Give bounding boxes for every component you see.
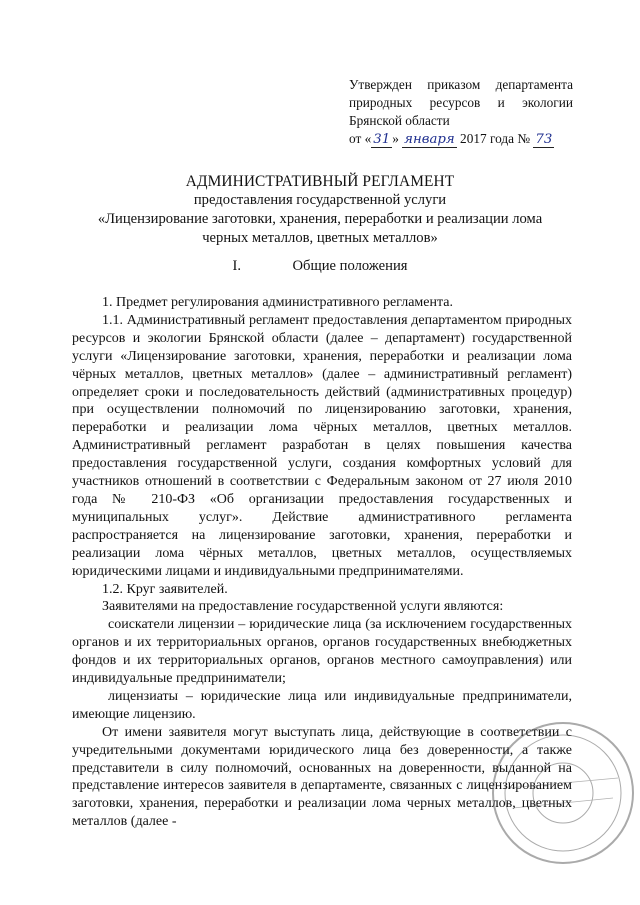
order-number-handwritten: 73 <box>535 132 553 147</box>
approval-word: экологии <box>522 95 573 110</box>
date-prefix: от « <box>349 131 372 146</box>
paragraph: лицензиаты – юридические лица или индивидуальные предприниматели, имеющие лицензию. <box>72 688 572 722</box>
approval-line-1 <box>349 76 573 94</box>
date-year: 2017 года № <box>456 131 534 146</box>
paragraph: 1.2. Круг заявителей. <box>102 581 228 597</box>
paragraph: От имени заявителя могут выступать лица, действующие в соответствии с учредительными документами юридического лица без доверенности, а также представители в силу полномочий, основанных на доверенности, выданной на представление интересов заявителя в департаменте, связанных с лицензированием заготовки, хранения, переработки и реализации лома черных металлов, цветных металлов (далее - <box>72 724 572 830</box>
approval-word: Утвержден <box>349 77 412 92</box>
paragraph: Заявителями на предоставление государственной услуги являются: <box>102 599 504 615</box>
section-title: Общие положения <box>292 258 408 274</box>
section-heading <box>0 258 640 275</box>
approval-word: природных <box>349 95 413 110</box>
title-line-2: предоставления государственной услуги <box>193 192 447 208</box>
approval-block <box>349 76 573 149</box>
title-line-4: черных металлов, цветных металлов» <box>202 230 438 246</box>
approval-word: приказом <box>427 77 481 92</box>
approval-word: и <box>497 95 505 110</box>
section-number: I. <box>232 258 242 274</box>
date-month-handwritten: января <box>404 132 455 147</box>
official-stamp <box>488 718 638 868</box>
title-line-3: «Лицензирование заготовки, хранения, переработки и реализации лома <box>97 211 543 227</box>
approval-date <box>349 130 573 149</box>
approval-line-3: Брянской области <box>349 113 450 128</box>
paragraph: соискатели лицензии – юридические лица (за исключением государственных органов и их территориальных органов, органов государственных внебюджетных фондов и их территориальных органов, органов местного самоуправления) или индивидуальные предприниматели; <box>72 617 572 687</box>
date-day-handwritten: 31 <box>373 132 391 147</box>
paragraph: 1.1. Административный регламент предоставления департаментом природных ресурсов и экологии Брянской области (далее – департамент) государственной услуги «Лицензирование заготовки, хранения, переработки и реализации лома чёрных металлов, цветных металлов» (далее – административный регламент) определяет сроки и последовательность действий (административных процедур) при осуществлении полномочий по лицензированию заготовки, хранения, переработки и реализации лома чёрных металлов, цветных металлов. Административный регламент разработан в целях повышения качества предоставления государственной услуги, создания комфортных условий для участников отношений в соответствии с Федеральным законом от 27 июля 2010 года № 210-ФЗ «Об организации предоставления государственных и муниципальных услуг». Действие административного регламента распространяется на лицензирование заготовки, хранения, переработки и реализации лома чёрных металлов, цветных металлов, осуществляемых юридическими лицами и индивидуальными предпринимателями. <box>72 312 572 579</box>
approval-word: департамента <box>495 77 573 92</box>
document-title <box>60 172 580 248</box>
approval-line-2 <box>349 94 573 112</box>
approval-word: ресурсов <box>429 95 481 110</box>
date-mid: » <box>392 131 403 146</box>
paragraph: 1. Предмет регулирования административного регламента. <box>102 295 453 310</box>
title-main: АДМИНИСТРАТИВНЫЙ РЕГЛАМЕНТ <box>185 173 455 190</box>
